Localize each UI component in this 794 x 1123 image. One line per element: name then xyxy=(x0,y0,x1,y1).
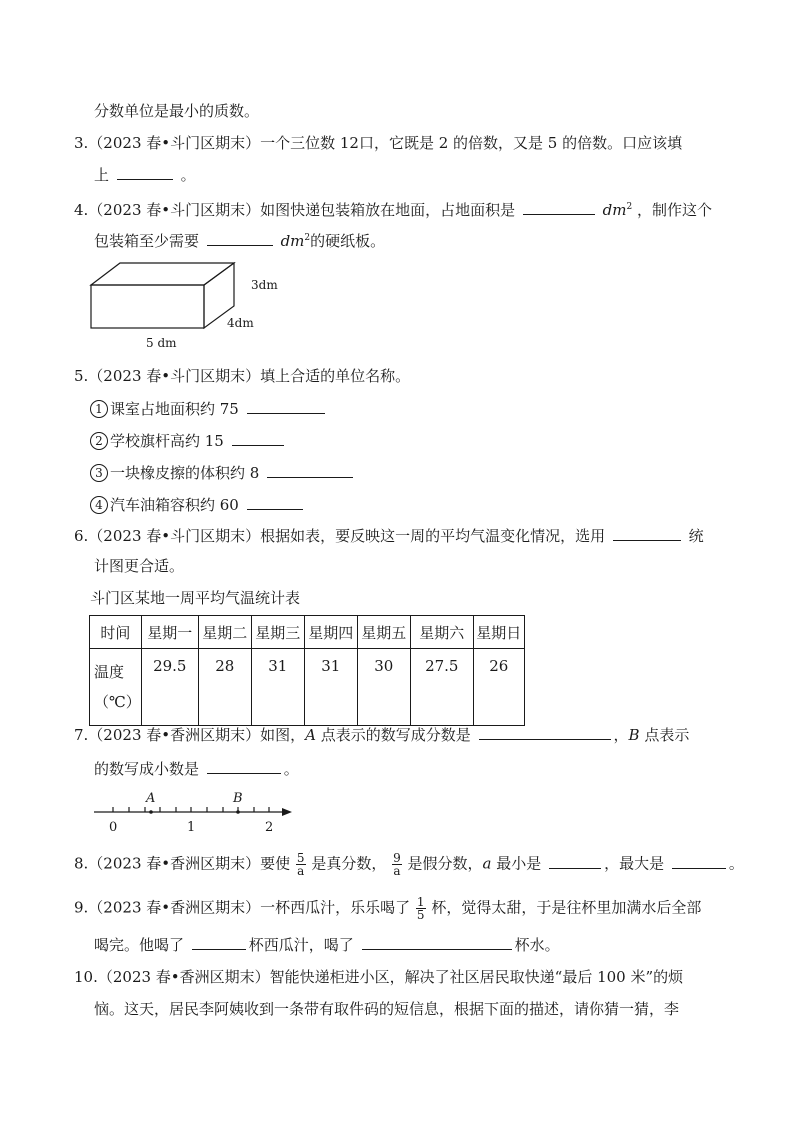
q10-line1: 10.（2023 春•香洲区期末）智能快递柜进小区，解决了社区居民取快递“最后 100 米”的烦 xyxy=(74,968,684,986)
q6-table-title: 斗门区某地一周平均气温统计表 xyxy=(90,589,301,607)
q7-text-e: 。 xyxy=(283,760,299,778)
q6-text-b: 统 xyxy=(688,527,704,545)
point-b-label: B xyxy=(233,791,243,806)
box-width-label: 4dm xyxy=(227,316,254,330)
table-header-cell: 星期二 xyxy=(198,616,251,649)
q5-item-3-blank[interactable] xyxy=(267,462,353,478)
q6-line1 xyxy=(74,525,704,546)
q3-text-b: 。 xyxy=(180,166,196,184)
q5-item-4-text: 汽车油箱容积约 60 xyxy=(110,496,239,514)
table-cell: 27.5 xyxy=(410,649,473,726)
q5-item-3-number: 3 xyxy=(90,464,108,482)
q9-text-b: 杯，觉得太甜，于是往杯里加满水后全部 xyxy=(431,898,702,917)
q8-text-d: 最小是 xyxy=(491,854,542,873)
q9-water-blank[interactable] xyxy=(362,934,512,950)
q6-line2: 计图更合适。 xyxy=(94,557,185,575)
q3-line1: 3.（2023 春•斗门区期末）一个三位数 12口，它既是 2 的倍数，又是 5 的倍数。口应该填 xyxy=(74,134,683,152)
q5-item-2-text: 学校旗杆高约 15 xyxy=(110,432,224,450)
q4-unit-sup: 2 xyxy=(626,202,633,212)
q4-text-a: 4.（2023 春•斗门区期末）如图快递包装箱放在地面，占地面积是 xyxy=(74,201,516,219)
box-figure xyxy=(80,255,300,355)
q8-text-a: 8.（2023 春•香洲区期末）要使 xyxy=(74,854,291,873)
q5-item-1-blank[interactable] xyxy=(247,398,325,414)
q8-text-c: 是假分数， xyxy=(407,854,483,873)
table-data-row xyxy=(90,649,525,726)
q9-fraction-den: 5 xyxy=(416,908,425,922)
table-header-cell: 时间 xyxy=(90,616,142,649)
q7-line1: 7.（2023 春•香洲区期末）如图，A 点表示的数写成分数是 ，B 点表示 xyxy=(74,726,690,744)
q9-fraction xyxy=(416,896,426,921)
table-cell: 26 xyxy=(473,649,524,726)
q9-text-a: 9.（2023 春•香洲区期末）一杯西瓜汁，乐乐喝了 xyxy=(74,898,411,917)
q7-point-a: A xyxy=(305,726,316,744)
q10-line2: 恼。这天，居民李阿姨收到一条带有取件码的短信息，根据下面的描述，请你猜一猜，李 xyxy=(94,1000,680,1018)
q8-fraction-2 xyxy=(392,852,402,877)
q8-line xyxy=(74,852,744,877)
q3-text-a: 上 xyxy=(94,166,110,184)
q8-text-e: ，最大是 xyxy=(604,854,665,873)
table-cell: 29.5 xyxy=(141,649,198,726)
q3-line2 xyxy=(94,164,196,185)
box-length-label: 5 dm xyxy=(146,336,177,350)
q4-board-blank[interactable] xyxy=(207,230,273,246)
q4-unit: dm xyxy=(602,201,627,219)
table-cell: 31 xyxy=(304,649,357,726)
q5-item-4 xyxy=(90,494,306,515)
table-header-cell: 星期三 xyxy=(251,616,304,649)
q7-decimal-blank[interactable] xyxy=(207,758,281,774)
q9-text-d: 杯西瓜汁，喝了 xyxy=(248,936,354,954)
q4-unit-2: dm xyxy=(280,232,305,250)
point-a-label: A xyxy=(146,791,156,806)
q8-fraction-1-den: a xyxy=(297,864,305,878)
box-front-face xyxy=(91,285,204,328)
q6-text-a: 6.（2023 春•斗门区期末）根据如表，要反映这一周的平均气温变化情况，选用 xyxy=(74,527,606,545)
q5-item-3 xyxy=(90,462,356,483)
number-line-arrow xyxy=(282,808,292,816)
q5-item-4-number: 4 xyxy=(90,496,108,514)
q4-line2 xyxy=(94,228,385,251)
q5-item-1-number: 1 xyxy=(90,400,108,418)
q9-text-c: 喝完。他喝了 xyxy=(94,936,185,954)
number-line xyxy=(88,788,298,836)
q8-text-b: 是真分数， xyxy=(311,854,387,873)
q8-fraction-1 xyxy=(296,852,306,877)
table-cell: 28 xyxy=(198,649,251,726)
table-cell: 31 xyxy=(251,649,304,726)
point-a-dot xyxy=(149,810,153,814)
q5-title: 5.（2023 春•斗门区期末）填上合适的单位名称。 xyxy=(74,367,411,385)
q9-line2 xyxy=(94,934,560,955)
q8-min-blank[interactable] xyxy=(549,853,601,869)
q7-text-b: 点表示的数写成分数是 xyxy=(315,726,471,744)
q8-fraction-2-num: 9 xyxy=(393,851,401,865)
q8-var: a xyxy=(482,854,492,873)
q5-item-2-number: 2 xyxy=(90,432,108,450)
table-header-cell: 星期一 xyxy=(141,616,198,649)
q7-text-c: 点表示 xyxy=(639,726,690,744)
point-b-dot xyxy=(236,810,240,814)
box-top-face xyxy=(91,263,234,285)
q4-unit-sup-2: 2 xyxy=(304,233,311,243)
q9-fraction-num: 1 xyxy=(416,895,425,909)
tick-label-1: 1 xyxy=(187,820,196,835)
q5-item-3-text: 一块橡皮擦的体积约 8 xyxy=(110,464,260,482)
q7-text-d: 的数写成小数是 xyxy=(94,760,200,778)
q5-item-2-blank[interactable] xyxy=(232,430,284,446)
table-row-label xyxy=(90,649,142,726)
table-cell: 30 xyxy=(357,649,410,726)
q7-text-a: 7.（2023 春•香洲区期末）如图， xyxy=(74,726,306,744)
q2-continuation: 分数单位是最小的质数。 xyxy=(94,102,260,120)
table-header-cell: 星期日 xyxy=(473,616,524,649)
q8-fraction-1-num: 5 xyxy=(296,851,305,865)
table-header-cell: 星期四 xyxy=(304,616,357,649)
q8-max-blank[interactable] xyxy=(672,853,726,869)
tick-label-0: 0 xyxy=(109,820,118,835)
q8-fraction-2-den: a xyxy=(393,864,401,878)
q6-chart-blank[interactable] xyxy=(613,525,681,541)
q7-fraction-blank[interactable] xyxy=(479,724,611,740)
q5-item-2 xyxy=(90,430,287,451)
q3-answer-blank[interactable] xyxy=(117,164,173,180)
q9-text-e: 杯水。 xyxy=(514,936,560,954)
tick-label-2: 2 xyxy=(265,820,274,835)
q5-item-4-blank[interactable] xyxy=(247,494,303,510)
q5-item-1 xyxy=(90,398,328,419)
table-header-cell: 星期六 xyxy=(410,616,473,649)
row-label-temperature: 温度 xyxy=(94,663,125,681)
q4-text-b: ，制作这个 xyxy=(637,201,713,219)
q7-line2 xyxy=(94,758,299,779)
q8-text-f: 。 xyxy=(728,854,744,873)
q5-item-1-text: 课室占地面积约 75 xyxy=(110,400,239,418)
q4-area-blank[interactable] xyxy=(523,199,595,215)
q4-text-c: 包装箱至少需要 xyxy=(94,232,200,250)
temperature-table xyxy=(89,615,525,726)
row-label-unit: （℃） xyxy=(94,693,141,711)
q9-juice-blank[interactable] xyxy=(192,934,246,950)
box-height-label: 3dm xyxy=(251,278,278,292)
table-header-cell: 星期五 xyxy=(357,616,410,649)
table-header-row xyxy=(90,616,525,649)
q9-line1 xyxy=(74,896,701,921)
q4-text-d: 的硬纸板。 xyxy=(310,232,386,250)
q7-point-b: B xyxy=(628,726,640,744)
q4-line1 xyxy=(74,197,712,220)
